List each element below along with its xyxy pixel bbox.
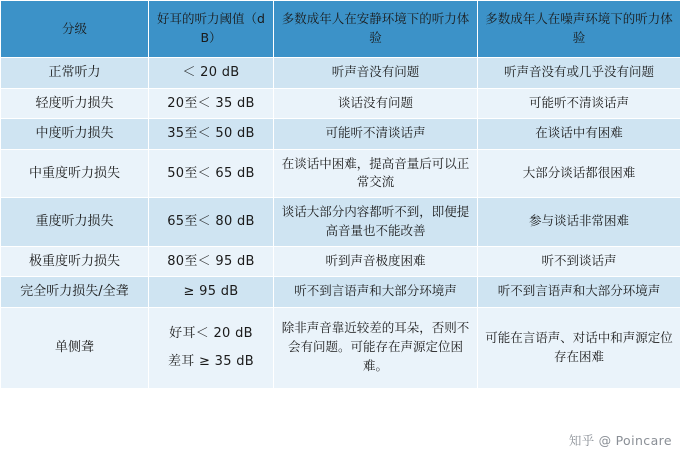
cell-threshold (149, 58, 274, 89)
cell-noise: 听声音没有或几乎没有问题 (478, 58, 680, 89)
cell-threshold (149, 88, 274, 119)
cell-quiet: 在谈话中困难，提高音量后可以正常交流 (274, 149, 478, 198)
table-row (1, 88, 680, 119)
threshold-line: 80至＜ 95 dB (167, 253, 255, 269)
cell-noise: 听不到谈话声 (478, 246, 680, 277)
table-row (1, 119, 680, 150)
zhihu-logo: 知乎 (568, 433, 595, 448)
column-header-grade: 分级 (1, 1, 149, 58)
cell-quiet: 听不到言语声和大部分环境声 (274, 277, 478, 308)
cell-threshold (149, 119, 274, 150)
cell-grade: 重度听力损失 (1, 198, 149, 247)
cell-quiet: 听到声音极度困难 (274, 246, 478, 277)
cell-threshold (149, 246, 274, 277)
threshold-line: 50至＜ 65 dB (167, 165, 255, 181)
threshold-line-better-ear: 好耳＜ 20 dB (169, 325, 253, 341)
threshold-line: 35至＜ 50 dB (167, 126, 255, 141)
cell-grade: 中度听力损失 (1, 119, 149, 150)
cell-grade: 正常听力 (1, 58, 149, 89)
at-symbol: @ (598, 432, 612, 448)
threshold-line: ＜ 20 dB (182, 65, 240, 80)
cell-quiet: 除非声音靠近较差的耳朵，否则不会有问题。可能存在声源定位困难。 (274, 307, 478, 388)
column-header-threshold: 好耳的听力阈值（dB） (149, 1, 274, 58)
cell-quiet: 谈话大部分内容都听不到，即便提高音量也不能改善 (274, 198, 478, 247)
table-row (1, 149, 680, 198)
cell-threshold (149, 198, 274, 247)
table-row (1, 277, 680, 308)
cell-grade: 完全听力损失/全聋 (1, 277, 149, 308)
table-body (1, 58, 680, 389)
column-header-quiet-experience: 多数成年人在安静环境下的听力体验 (274, 1, 478, 58)
cell-noise: 听不到言语声和大部分环境声 (478, 277, 680, 308)
table-row (1, 307, 680, 388)
cell-noise: 参与谈话非常困难 (478, 198, 680, 247)
watermark-username: Poincare (615, 432, 672, 448)
cell-grade: 轻度听力损失 (1, 88, 149, 119)
cell-threshold (149, 307, 274, 388)
cell-quiet: 可能听不清谈话声 (274, 119, 478, 150)
cell-noise: 大部分谈话都很困难 (478, 149, 680, 198)
cell-noise: 可能听不清谈话声 (478, 88, 680, 119)
cell-threshold (149, 277, 274, 308)
threshold-line: 65至＜ 80 dB (167, 214, 255, 229)
table-row (1, 58, 680, 89)
cell-grade: 极重度听力损失 (1, 246, 149, 277)
threshold-line: 20至＜ 35 dB (167, 95, 255, 111)
cell-threshold (149, 149, 274, 198)
table-header (1, 1, 680, 58)
table-row (1, 198, 680, 247)
cell-quiet: 谈话没有问题 (274, 88, 478, 119)
cell-noise: 可能在言语声、对话中和声源定位存在困难 (478, 307, 680, 388)
cell-noise: 在谈话中有困难 (478, 119, 680, 150)
watermark (569, 431, 672, 449)
cell-grade: 中重度听力损失 (1, 149, 149, 198)
table-header-row (1, 1, 680, 58)
table-row (1, 246, 680, 277)
threshold-line-worse-ear: 差耳 ≥ 35 dB (167, 354, 254, 369)
cell-grade: 单侧聋 (1, 307, 149, 388)
column-header-noise-experience: 多数成年人在噪声环境下的听力体验 (478, 1, 680, 58)
cell-quiet: 听声音没有问题 (274, 58, 478, 89)
threshold-line: ≥ 95 dB (183, 284, 239, 299)
